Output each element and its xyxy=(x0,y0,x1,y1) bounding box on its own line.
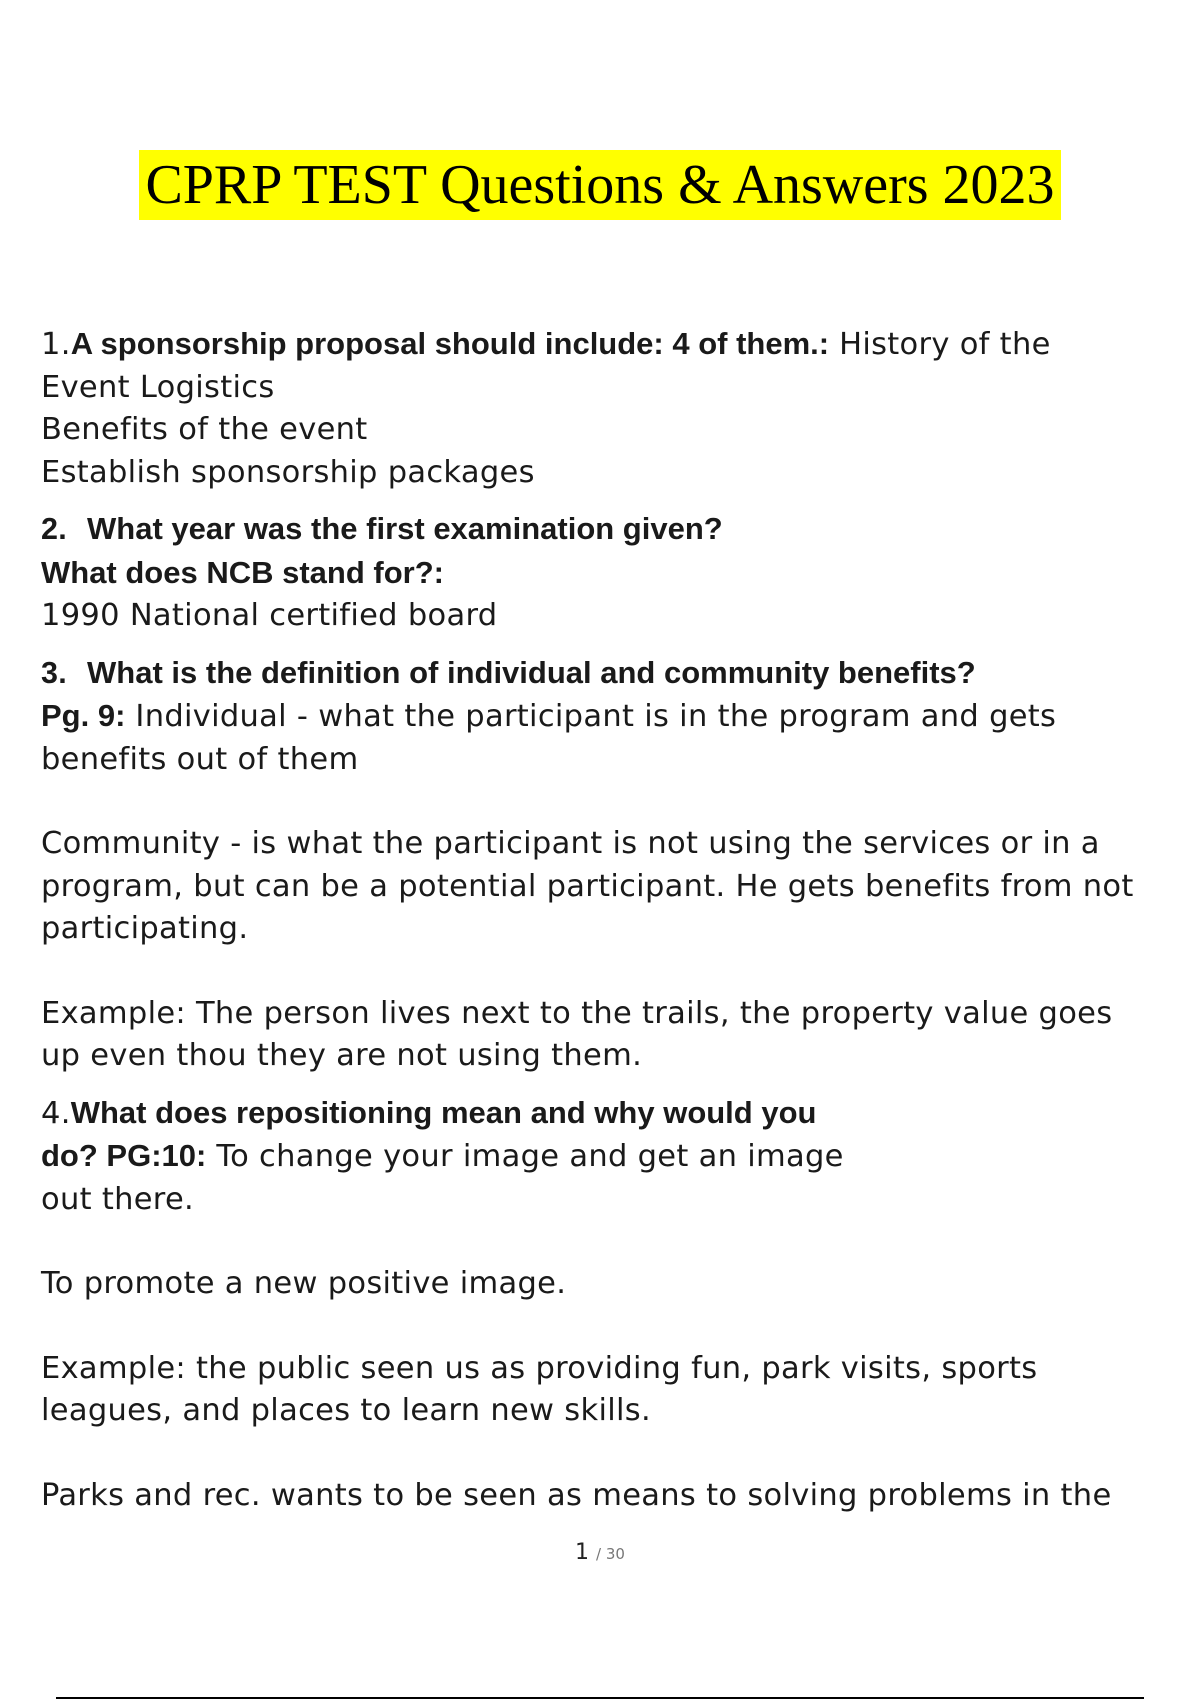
q3-answer: Individual - what the participant is in the program and gets xyxy=(125,699,1057,734)
q2-number: 2. xyxy=(41,512,68,546)
q1-answer-line: Establish sponsorship packages xyxy=(41,454,535,490)
q4-line xyxy=(41,1092,1171,1136)
page-number xyxy=(0,1540,1200,1565)
q1-answer-first: History of the xyxy=(829,327,1051,362)
q3-paragraph: Community - is what the participant is not using the services or in a xyxy=(41,826,1100,861)
document-title: CPRP TEST Questions & Answers 2023 xyxy=(139,150,1060,220)
q2-answer: 1990 National certified board xyxy=(41,598,498,633)
q4-question: What does repositioning mean and why would you xyxy=(70,1094,817,1130)
page-divider xyxy=(56,1697,1144,1699)
q2-line xyxy=(41,508,1171,552)
q4-number: 4. xyxy=(41,1095,71,1131)
spacer xyxy=(41,781,1171,823)
spacer xyxy=(41,1433,1171,1475)
spacer xyxy=(41,494,1171,508)
q4-answer-line: out there. xyxy=(41,1181,195,1217)
spacer xyxy=(41,951,1171,993)
q4-paragraph: To promote a new positive image. xyxy=(41,1266,567,1301)
spacer xyxy=(41,638,1171,652)
page-current: 1 xyxy=(575,1540,590,1565)
q3-answer-line xyxy=(41,695,1171,739)
spacer xyxy=(41,1078,1171,1092)
q4-example: leagues, and places to learn new skills. xyxy=(41,1393,651,1428)
q4-answer: To change your image and get an image xyxy=(206,1139,844,1174)
q4-question-continued: do? PG:10: xyxy=(41,1138,207,1173)
q3-example: Example: The person lives next to the trails, the property value goes xyxy=(41,995,1113,1031)
q1-line xyxy=(41,323,1171,367)
q2-question: What year was the first examination given? xyxy=(87,511,723,546)
q3-paragraph: participating. xyxy=(41,911,249,946)
q3-answer-line: benefits out of them xyxy=(41,741,359,777)
q3-example: up even thou they are not using them. xyxy=(41,1038,643,1073)
q1-question: A sponsorship proposal should include: 4 of them.: xyxy=(70,326,830,361)
q1-answer-line: Event Logistics xyxy=(41,369,275,405)
q2-question-continued: What does NCB stand for?: xyxy=(41,554,444,590)
q2-question-line2 xyxy=(41,552,1171,596)
document-body xyxy=(41,323,1171,1517)
spacer xyxy=(41,1221,1171,1263)
q3-question: What is the definition of individual and community benefits? xyxy=(87,654,976,690)
q4-paragraph: Parks and rec. wants to be seen as means to solving problems in the xyxy=(41,1477,1112,1513)
q3-number: 3. xyxy=(41,655,68,690)
q3-ref: Pg. 9: xyxy=(41,698,126,733)
title-wrap xyxy=(0,150,1200,220)
q1-number: 1. xyxy=(41,327,71,362)
q4-answer-line xyxy=(41,1135,1171,1179)
q3-line xyxy=(41,652,1171,696)
page-total: / 30 xyxy=(596,1545,625,1563)
spacer xyxy=(41,1306,1171,1348)
q3-paragraph: program, but can be a potential participant. He gets benefits from not xyxy=(41,868,1134,904)
q4-example: Example: the public seen us as providing fun, park visits, sports xyxy=(41,1350,1038,1386)
q1-answer-line: Benefits of the event xyxy=(41,412,368,447)
